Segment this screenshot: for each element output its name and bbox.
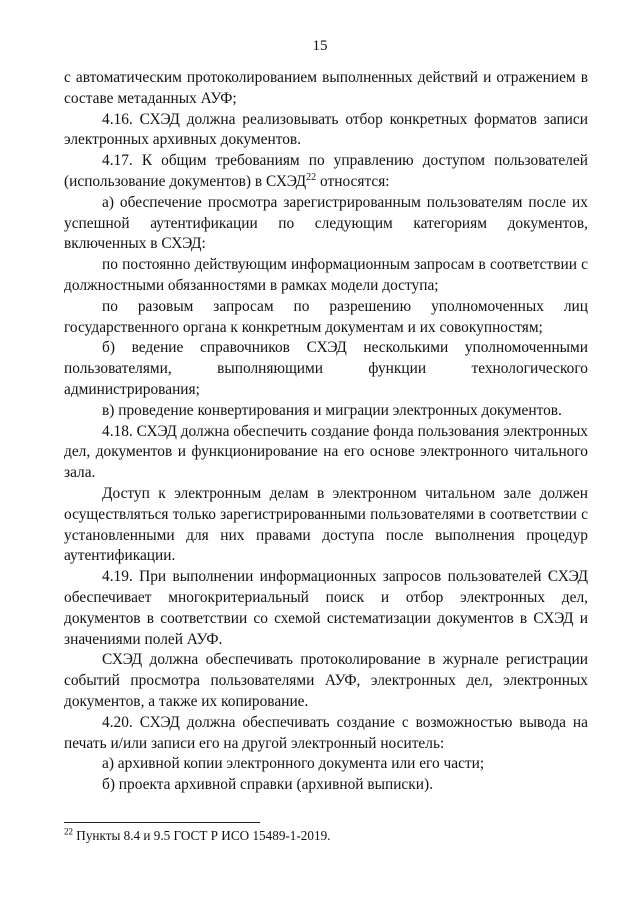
paragraph-line: администрирования;	[64, 380, 200, 398]
footnote-reference[interactable]: 22	[306, 171, 317, 183]
paragraph: 4.20. СХЭД должна обеспечивать создание с возможностью вывода на печать и/или записи его на другой электронный носитель:	[64, 713, 588, 752]
paragraph: б) проекта архивной справки (архивной выписки).	[102, 776, 433, 794]
paragraph: с автоматическим протоколированием выполненных действий и отражением в составе метаданных АУФ;	[64, 69, 588, 107]
page-number: 15	[312, 38, 328, 54]
footnote	[64, 827, 588, 844]
paragraph	[64, 151, 588, 193]
paragraph-line: б) ведение справочников СХЭД несколькими уполномоченными	[102, 339, 588, 357]
paragraph-text: относятся:	[316, 172, 390, 190]
footnote-divider	[64, 822, 260, 823]
paragraph: а) архивной копии электронного документа или его части;	[102, 755, 485, 773]
paragraph: 4.18. СХЭД должна обеспечить создание фонда пользования электронных дел, документов и функционирование на его основе электронного читального зала.	[64, 422, 588, 482]
paragraph: по разовым запросам по разрешению уполномоченных лиц государственного органа к конкретным документам и их совокупностям;	[64, 297, 588, 336]
paragraph-line: пользователями, выполняющими функции технологического	[64, 360, 588, 378]
footnote-text: Пункты 8.4 и 9.5 ГОСТ Р ИСО 15489-1-2019.	[73, 828, 331, 843]
body-text	[64, 68, 588, 796]
paragraph: а) обеспечение просмотра зарегистрированным пользователям после их успешной аутентификации по следующим категориям документов, включенных в СХЭД:	[64, 193, 588, 253]
paragraph: 4.19. При выполнении информационных запросов пользователей СХЭД обеспечивает многокритериальный поиск и отбор электронных дел, документов в соответствии со схемой систематизации документов в СХЭД и значениями полей АУФ.	[64, 568, 588, 648]
paragraph: 4.16. СХЭД должна реализовывать отбор конкретных форматов записи электронных архивных документов.	[64, 110, 588, 149]
paragraph: СХЭД должна обеспечивать протоколирование в журнале регистрации событий просмотра пользователями АУФ, электронных дел, электронных документов, а также их копирование.	[64, 651, 588, 710]
paragraph: по постоянно действующим информационным запросам в соответствии с должностными обязанностями в рамках модели доступа;	[64, 256, 588, 294]
paragraph: Доступ к электронным делам в электронном читальном зале должен осуществляться только зарегистрированными пользователями в соответствии с установленными для них правами доступа после выполнения процедур аутентификации.	[64, 484, 588, 565]
footnote-number: 22	[64, 826, 73, 837]
paragraph: в) проведение конвертирования и миграции электронных документов.	[102, 401, 562, 419]
paragraph-text: 4.17. К общим требованиям по управлению доступом пользователей (использование документов) в СХЭД	[64, 152, 588, 190]
